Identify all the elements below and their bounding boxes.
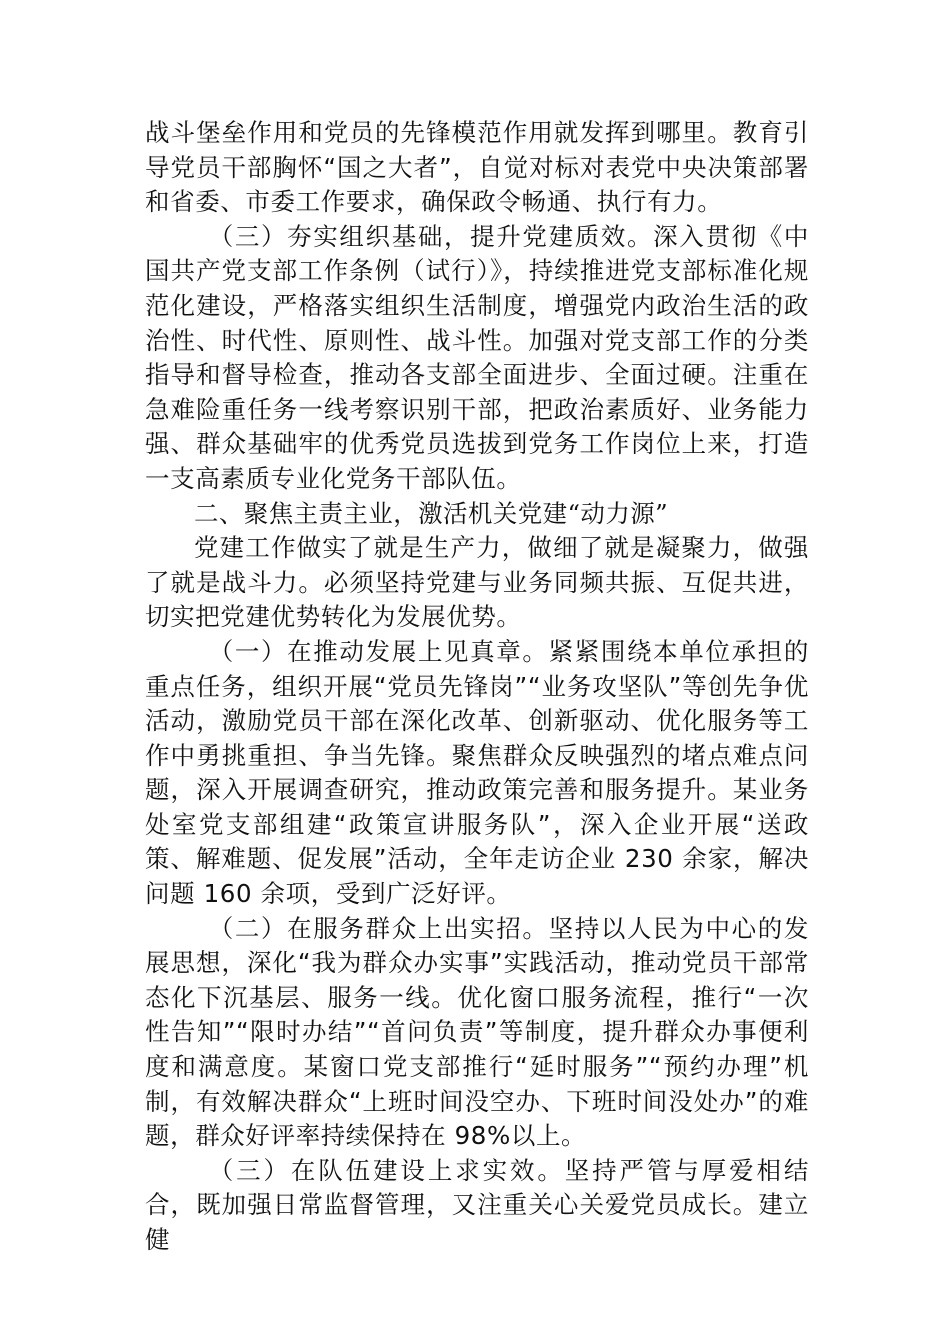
- paragraph-continuation: 战斗堡垒作用和党员的先锋模范作用就发挥到哪里。教育引导党员干部胸怀“国之大者”，自觉对标对表党中央决策部署和省委、市委工作要求，确保政令畅通、执行有力。: [145, 118, 809, 217]
- paragraph-subsection-3-team: （三）在队伍建设上求实效。坚持严管与厚爱相结合，既加强日常监督管理，又注重关心关爱党员成长。建立健: [145, 1155, 809, 1254]
- paragraph-subsection-1-development: （一）在推动发展上见真章。紧紧围绕本单位承担的重点任务，组织开展“党员先锋岗”“业务攻坚队”等创先争优活动，激励党员干部在深化改革、创新驱动、优化服务等工作中勇挑重担、争当先锋。聚焦群众反映强烈的堵点难点问题，深入开展调查研究，推动政策完善和服务提升。某业务处室党支部组建“政策宣讲服务队”，深入企业开展“送政策、解难题、促发展”活动，全年走访企业 230 余家，解决问题 160 余项，受到广泛好评。: [145, 636, 809, 909]
- document-page: [145, 116, 809, 1258]
- section-heading-2: 二、聚焦主责主业，激活机关党建“动力源”: [194, 498, 669, 528]
- paragraph-subsection-3-organization: （三）夯实组织基础，提升党建质效。深入贯彻《中国共产党支部工作条例（试行）》，持续推进党支部标准化规范化建设，严格落实组织生活制度，增强党内政治生活的政治性、时代性、原则性、战斗性。加强对党支部工作的分类指导和督导检查，推动各支部全面进步、全面过硬。注重在急难险重任务一线考察识别干部，把政治素质好、业务能力强、群众基础牢的优秀党员选拔到党务工作岗位上来，打造一支高素质专业化党务干部队伍。: [145, 221, 809, 493]
- paragraph-subsection-2-service: （二）在服务群众上出实招。坚持以人民为中心的发展思想，深化“我为群众办实事”实践活动，推动党员干部常态化下沉基层、服务一线。优化窗口服务流程，推行“一次性告知”“限时办结”“首问负责”等制度，提升群众办事便利度和满意度。某窗口党支部推行“延时服务”“预约办理”机制，有效解决群众“上班时间没空办、下班时间没处办”的难题，群众好评率持续保持在 98%以上。: [145, 913, 809, 1151]
- paragraph-section-intro: 党建工作做实了就是生产力，做细了就是凝聚力，做强了就是战斗力。必须坚持党建与业务同频共振、互促共进，切实把党建优势转化为发展优势。: [145, 533, 809, 632]
